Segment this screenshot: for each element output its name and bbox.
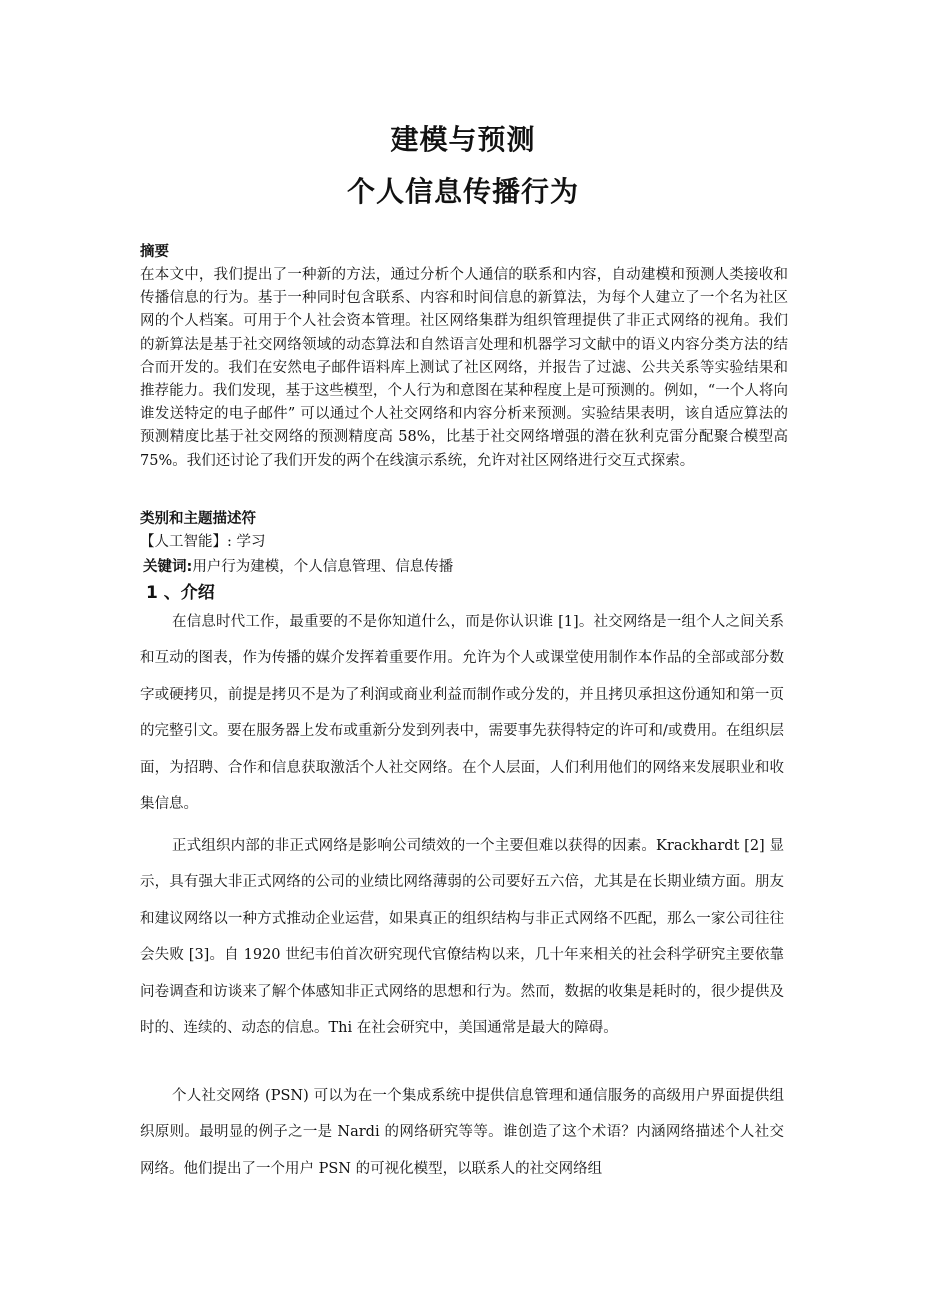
intro-paragraph-3: 个人社交网络 (PSN) 可以为在一个集成系统中提供信息管理和通信服务的高级用户界面提供组织原则。最明显的例子之一是 Nardi 的网络研究等等。谁创造了这个术语？内涵网络描述个人社交网络。他们提出了一个用户 PSN 的可视化模型，以联系人的社交网络组 [140,1088,784,1177]
intro-paragraph-1: 在信息时代工作，最重要的不是你知道什么，而是你认识谁 [1]。社交网络是一组个人之间关系和互动的图表，作为传播的媒介发挥着重要作用。允许为个人或课堂使用制作本作品的全部或部分数字或硬拷贝，前提是拷贝不是为了利润或商业利益而制作或分发的，并且拷贝承担这份通知和第一页的完整引文。要在服务器上发布或重新分发到列表中，需要事先获得特定的许可和/或费用。在组织层面，为招聘、合作和信息获取激活个人社交网络。在个人层面，人们利用他们的网络来发展职业和收集信息。 [140,614,784,813]
categories-value: 【人工智能】: 学习 [140,534,266,550]
categories-heading: 类别和主题描述符 [140,511,256,527]
keywords-line [143,555,453,576]
intro-paragraph-2: 正式组织内部的非正式网络是影响公司绩效的一个主要但难以获得的因素。Krackhardt [2] 显示，具有强大非正式网络的公司的业绩比网络薄弱的公司要好五六倍，尤其是在长期业绩方面。朋友和建议网络以一种方式推动企业运营，如果真正的组织结构与非正式网络不匹配，那么一家公司往往会失败 [3]。自 1920 世纪韦伯首次研究现代官僚结构以来，几十年来相关的社会科学研究主要依靠问卷调查和访谈来了解个体感知非正式网络的思想和行为。然而，数据的收集是耗时的，很少提供及时的、连续的、动态的信息。Thi 在社会研究中，美国通常是最大的障碍。 [140,838,784,1037]
abstract-text: 在本文中，我们提出了一种新的方法，通过分析个人通信的联系和内容，自动建模和预测人类接收和传播信息的行为。基于一种同时包含联系、内容和时间信息的新算法，为每个人建立了一个名为社区网的个人档案。可用于个人社会资本管理。社区网络集群为组织管理提供了非正式网络的视角。我们的新算法是基于社交网络领域的动态算法和自然语言处理和机器学习文献中的语义内容分类方法的结合而开发的。我们在安然电子邮件语料库上测试了社区网络，并报告了过滤、公共关系等实验结果和推荐能力。我们发现，基于这些模型，个人行为和意图在某种程度上是可预测的。例如，“一个人将向谁发送特定的电子邮件” 可以通过个人社交网络和内容分析来预测。实验结果表明，该自适应算法的预测精度比基于社交网络的预测精度高 58%，比基于社交网络增强的潜在狄利克雷分配聚合模型高 75%。我们还讨论了我们开发的两个在线演示系统，允许对社区网络进行交互式探索。 [140,267,788,469]
keywords-label: 关键词: [143,559,193,575]
abstract-heading: 摘要 [140,244,169,260]
paper-title-line-1: 建模与预测 [390,123,536,156]
paper-title-line-2: 个人信息传播行为 [346,175,579,208]
section-heading-introduction: 1 、介绍 [146,583,215,603]
keywords-value: 用户行为建模，个人信息管理、信息传播 [192,559,454,575]
